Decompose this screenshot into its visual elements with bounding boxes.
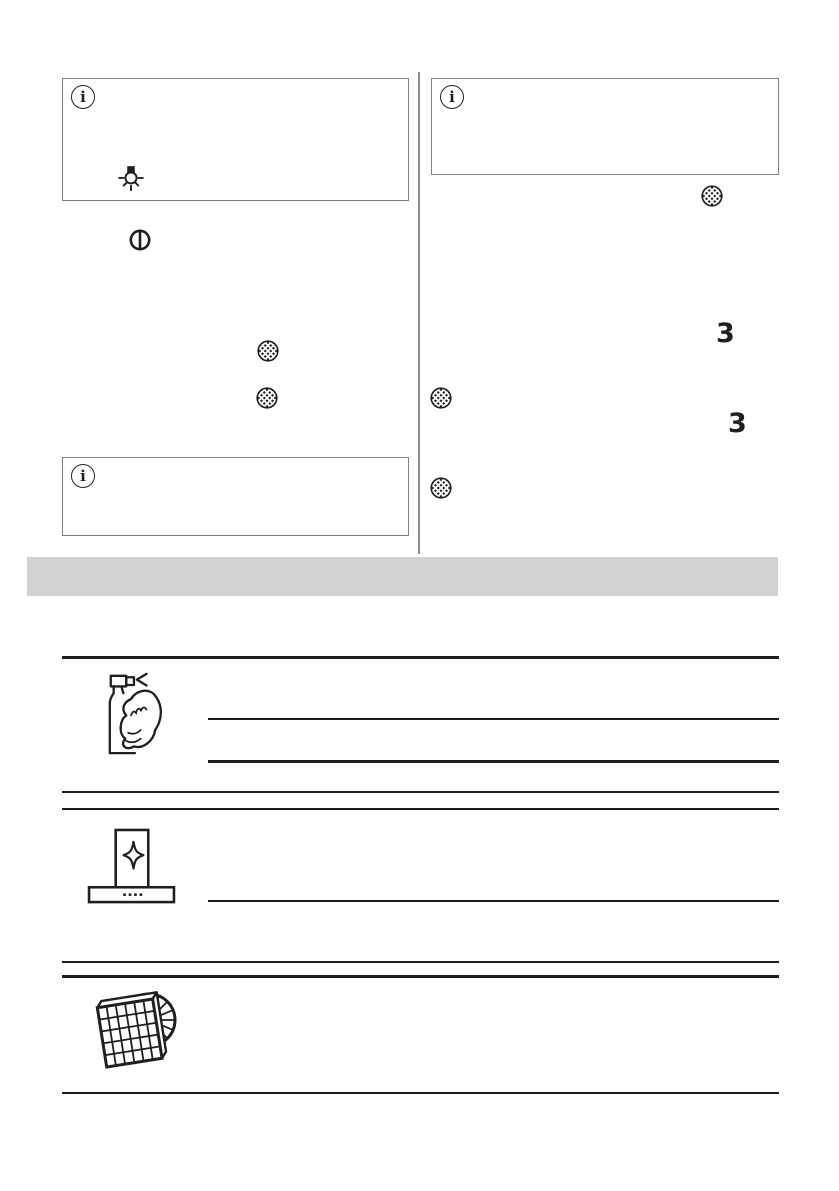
info-letter: i: [80, 466, 86, 485]
section-banner: [27, 557, 778, 596]
lamp-icon: [116, 164, 146, 194]
table-rule-row3-top: [62, 975, 779, 978]
info-icon: [71, 464, 95, 488]
table-rule-row2-inner: [208, 900, 779, 902]
table-rule-row1-inner: [208, 718, 779, 720]
table-rule: [62, 791, 779, 793]
table-rule-top: [62, 656, 779, 659]
info-letter: i: [80, 87, 86, 106]
info-icon: [71, 85, 95, 109]
table-rule-row1-bottom: [208, 760, 779, 763]
table-rule-bottom: [62, 1092, 779, 1094]
table-rule: [62, 808, 779, 810]
fan-speed-button-icon: [430, 387, 452, 409]
hood-surface-clean-icon: [82, 828, 181, 909]
note-box-right: [431, 78, 779, 175]
table-rule: [62, 961, 779, 963]
step-number: 3: [728, 408, 747, 439]
spray-clean-icon: [102, 670, 164, 757]
column-divider: [418, 72, 420, 554]
fan-speed-button-icon: [430, 477, 452, 499]
note-box-lighting: [62, 78, 409, 201]
fan-speed-button-icon: [257, 340, 279, 362]
power-icon: [128, 228, 152, 252]
step-number: 3: [716, 318, 735, 349]
info-icon: [440, 85, 464, 109]
info-letter: i: [449, 87, 455, 106]
note-box-left-bottom: [62, 457, 409, 536]
grease-filter-fan-icon: [90, 983, 182, 1071]
fan-speed-button-icon: [701, 185, 723, 207]
fan-speed-button-icon: [256, 387, 278, 409]
